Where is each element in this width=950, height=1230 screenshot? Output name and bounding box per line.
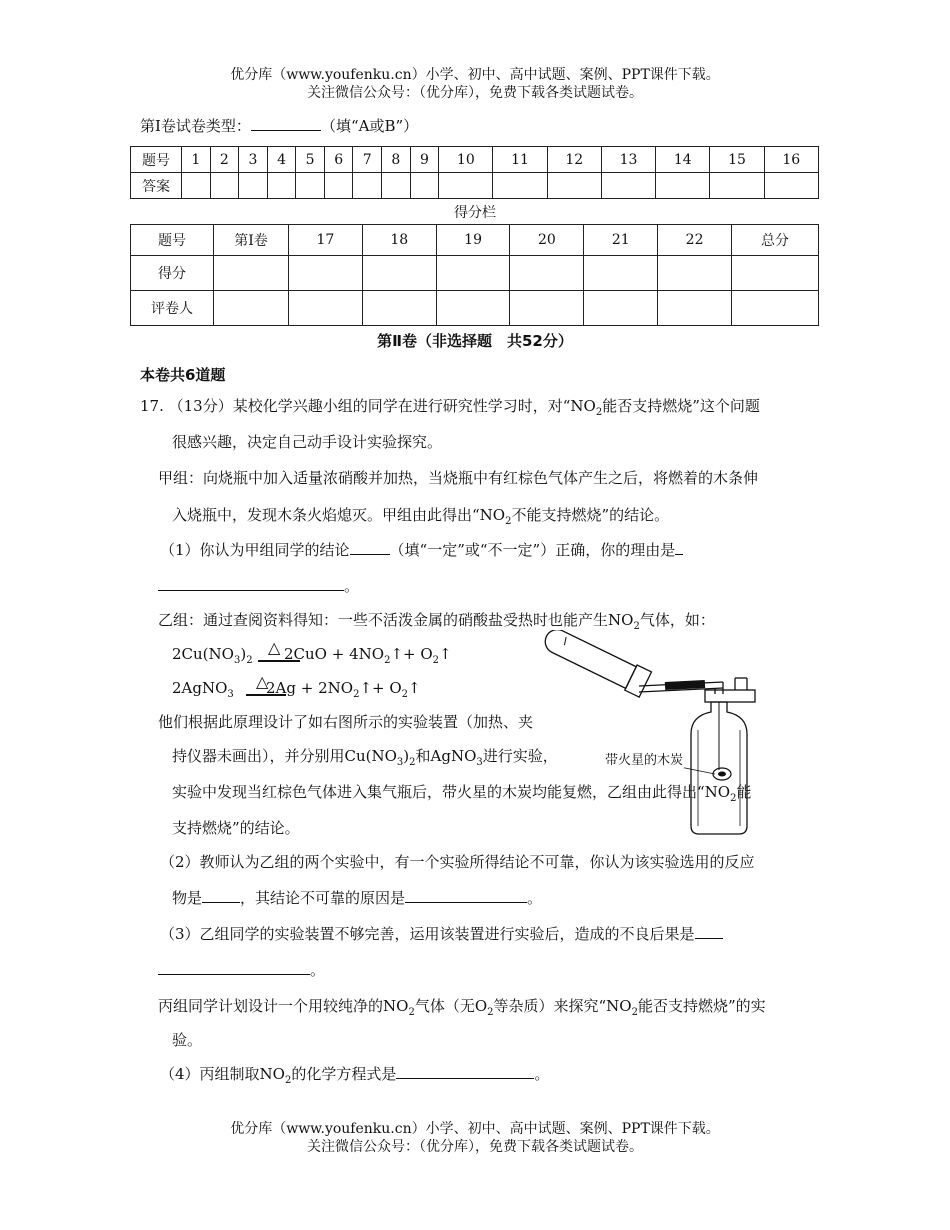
apparatus-figure [535, 630, 770, 840]
answer-blank[interactable] [396, 1064, 534, 1079]
delivery-tube [639, 680, 723, 694]
q17-text: 和AgNO [415, 747, 477, 765]
score-header-cell: 18 [362, 225, 436, 256]
score-table-title: 得分栏 [454, 205, 496, 221]
q17-line-3: 甲组：向烧瓶中加入适量浓硝酸并加热，当烧瓶中有红棕色气体产生之后，将燃着的木条伸 [158, 469, 759, 487]
paper-type-hint: （填“A或B”） [320, 117, 419, 135]
q17-text: ，其结论不可靠的原因是 [240, 889, 406, 907]
q17-text: 气体（无O [414, 997, 488, 1015]
q17-text: （4）丙组制取NO [160, 1065, 285, 1083]
answer-number-cell: 11 [493, 147, 547, 173]
score-header-cell: 21 [584, 225, 658, 256]
subscript: 2 [432, 655, 440, 666]
score-input-cell[interactable] [732, 256, 819, 291]
answer-input-cell[interactable] [656, 173, 710, 199]
answer-number-cell: 1 [182, 147, 211, 173]
answer-number-cell: 3 [239, 147, 268, 173]
subscript: 2 [353, 689, 360, 700]
outlet-tube [735, 678, 747, 690]
equation-1-products [284, 644, 452, 671]
q17-text: ) [240, 645, 247, 663]
answer-input-cell[interactable] [353, 173, 382, 199]
subscript: 3 [476, 757, 483, 768]
answer-input-cell[interactable] [324, 173, 353, 199]
q17-line-6: 他们根据此原理设计了如右图所示的实验装置（加热、夹 [158, 713, 534, 731]
score-row-label: 评卷人 [131, 291, 214, 326]
score-input-cell[interactable] [584, 256, 658, 291]
score-input-cell[interactable] [658, 256, 732, 291]
answer-input-cell[interactable] [601, 173, 655, 199]
answer-number-cell: 2 [210, 147, 239, 173]
subscript: 2 [409, 757, 416, 768]
answer-number-cell: 9 [410, 147, 439, 173]
q17-line-10 [158, 996, 766, 1023]
answer-blank[interactable] [158, 576, 344, 591]
q17-text: （1）你认为甲组同学的结论 [160, 541, 350, 559]
answer-number-cell: 4 [267, 147, 296, 173]
q17-part-1-cont [158, 576, 359, 596]
answer-input-cell[interactable] [547, 173, 601, 199]
subscript: 2 [505, 516, 512, 527]
score-input-cell[interactable] [658, 291, 732, 326]
answer-blank[interactable] [202, 888, 240, 903]
q17-text: 进行实验， [482, 747, 558, 765]
score-input-cell[interactable] [214, 256, 289, 291]
q17-text: 。 [534, 1065, 550, 1083]
answer-blank[interactable] [350, 540, 390, 555]
q17-part-1 [160, 540, 683, 560]
answer-input-cell[interactable] [382, 173, 411, 199]
score-header-cell: 题号 [131, 225, 214, 256]
score-input-cell[interactable] [362, 256, 436, 291]
score-input-cell[interactable] [510, 256, 584, 291]
answer-input-cell[interactable] [296, 173, 325, 199]
answer-input-cell[interactable] [267, 173, 296, 199]
q17-text: ↑+ O [359, 679, 402, 697]
q17-text: 能 [736, 783, 752, 801]
score-input-cell[interactable] [436, 291, 510, 326]
answer-input-cell[interactable] [764, 173, 818, 199]
answer-blank[interactable] [695, 924, 723, 939]
q17-part-3 [160, 924, 723, 944]
score-row-label: 得分 [131, 256, 214, 291]
score-input-cell[interactable] [214, 291, 289, 326]
answer-table-number-row [131, 147, 819, 173]
answer-input-cell[interactable] [439, 173, 493, 199]
score-header-cell: 19 [436, 225, 510, 256]
q17-text: 不能支持燃烧”的结论。 [511, 506, 670, 524]
q17-text: 。 [344, 577, 360, 595]
answer-number-cell: 12 [547, 147, 601, 173]
answer-input-cell[interactable] [210, 173, 239, 199]
section-title: 第Ⅱ卷（非选择题 共52分） [377, 332, 573, 350]
q17-text: ↑ [408, 679, 421, 697]
answer-number-cell: 14 [656, 147, 710, 173]
subscript: 3 [396, 757, 404, 768]
answer-number-cell: 6 [324, 147, 353, 173]
subscript: 2 [246, 655, 253, 666]
footer-line-2: 关注微信公众号：（优分库），免费下载各类试题试卷。 [307, 1139, 643, 1155]
test-tube [540, 630, 651, 697]
q17-line-11: 验。 [172, 1031, 203, 1049]
q17-text: 2Ag + 2NO [266, 679, 354, 697]
q17-text: 2CuO + 4NO [284, 645, 385, 663]
score-input-cell[interactable] [436, 256, 510, 291]
answer-blank[interactable] [158, 960, 310, 975]
score-input-cell[interactable] [289, 291, 363, 326]
answer-input-cell[interactable] [710, 173, 764, 199]
score-table-score-row [131, 256, 819, 291]
q17-text: 入烧瓶中，发现木条火焰熄灭。甲组由此得出“NO [172, 506, 506, 524]
q17-text: 持仪器未画出），并分别用Cu(NO [172, 747, 397, 765]
answer-number-cell: 7 [353, 147, 382, 173]
score-table-header-row [131, 225, 819, 256]
answer-table-answer-row [131, 173, 819, 199]
answer-input-cell[interactable] [239, 173, 268, 199]
q17-part-4 [160, 1064, 549, 1091]
q17-part-2-cont [172, 888, 542, 908]
figure-label: 带火星的木炭 [604, 749, 684, 768]
header-line-1: 优分库（www.youfenku.cn）小学、初中、高中试题、案例、PPT课件下载。 [230, 67, 720, 83]
answer-number-cell: 5 [296, 147, 325, 173]
q17-text: 丙组同学计划设计一个用较纯净的NO [158, 997, 409, 1015]
q17-line-7 [172, 746, 558, 773]
q17-text: 气体，如： [639, 611, 715, 629]
score-header-cell: 总分 [732, 225, 819, 256]
score-header-cell: 17 [289, 225, 363, 256]
subscript: 2 [284, 1075, 292, 1086]
section-subtitle: 本卷共6道题 [140, 366, 226, 384]
q17-text: 实验中发现当红棕色气体进入集气瓶后，带火星的木炭均能复燃，乙组由此得出“NO [172, 783, 731, 801]
subscript: 2 [487, 1007, 494, 1018]
subscript: 2 [730, 793, 737, 804]
answer-number-cell: 15 [710, 147, 764, 173]
score-input-cell[interactable] [584, 291, 658, 326]
subscript: 3 [227, 689, 234, 700]
subscript: 2 [384, 655, 391, 666]
score-header-cell: 22 [658, 225, 732, 256]
q17-text: ) [403, 747, 410, 765]
q17-text: 17. （13分）某校化学兴趣小组的同学在进行研究性学习时，对“NO [140, 397, 596, 415]
answer-number-cell: 8 [382, 147, 411, 173]
paper-type-blank[interactable] [251, 116, 321, 131]
q17-part-2: （2）教师认为乙组的两个实验中，有一个实验所得结论不可靠，你认为该实验选用的反应 [160, 853, 755, 871]
header-line-2: 关注微信公众号：（优分库），免费下载各类试题试卷。 [307, 85, 643, 101]
answer-number-cell: 16 [764, 147, 818, 173]
score-input-cell[interactable] [510, 291, 584, 326]
q17-text: 等杂质）来探究“NO [493, 997, 632, 1015]
q17-text: ↑ [439, 645, 452, 663]
score-table [130, 224, 819, 326]
equation-1 [172, 644, 253, 671]
q17-text: 2AgNO [172, 679, 228, 697]
q17-text: 能否支持燃烧”这个问题 [602, 397, 760, 415]
q17-part-3-cont [158, 960, 325, 980]
answer-number-cell: 10 [439, 147, 493, 173]
q17-text: ↑+ O [390, 645, 433, 663]
q17-line-4 [172, 505, 669, 532]
answer-table [130, 146, 819, 199]
subscript: 2 [631, 1007, 638, 1018]
q17-line-1 [140, 396, 760, 423]
answer-table-row-label: 题号 [131, 147, 182, 173]
stopper [705, 690, 755, 702]
q17-text: （3）乙组同学的实验装置不够完善，运用该装置进行实验后，造成的不良后果是 [160, 925, 695, 943]
q17-text: 物是 [172, 889, 203, 907]
q17-line-2: 很感兴趣，决定自己动手设计实验探究。 [172, 433, 443, 451]
score-header-cell: 20 [510, 225, 584, 256]
q17-text: 乙组：通过查阅资料得知：一些不活泼金属的硝酸盐受热时也能产生NO [158, 611, 634, 629]
q17-text: 能否支持燃烧”的实 [637, 997, 766, 1015]
score-table-grader-row [131, 291, 819, 326]
answer-blank[interactable] [405, 888, 527, 903]
answer-input-cell[interactable] [493, 173, 547, 199]
equation-2 [172, 678, 234, 705]
footer-line-1: 优分库（www.youfenku.cn）小学、初中、高中试题、案例、PPT课件下载。 [230, 1121, 720, 1137]
q17-line-9: 支持燃烧”的结论。 [172, 819, 300, 837]
answer-table-row-label: 答案 [131, 173, 182, 199]
score-header-cell: 第Ⅰ卷 [214, 225, 289, 256]
answer-number-cell: 13 [601, 147, 655, 173]
answer-input-cell[interactable] [410, 173, 439, 199]
heat-triangle-icon: △ [268, 638, 281, 657]
answer-input-cell[interactable] [182, 173, 211, 199]
q17-text: 的化学方程式是 [291, 1065, 397, 1083]
score-input-cell[interactable] [362, 291, 436, 326]
heat-triangle-icon: △ [256, 672, 269, 691]
equation-2-products [266, 678, 421, 705]
q17-text: （填“一定”或“不一定”）正确，你的理由是 [389, 541, 676, 559]
score-input-cell[interactable] [289, 256, 363, 291]
subscript: 2 [633, 621, 640, 632]
subscript: 2 [401, 689, 409, 700]
paper-type-line [140, 116, 418, 136]
subscript: 2 [595, 407, 603, 418]
subscript: 3 [233, 655, 241, 666]
q17-text: 2Cu(NO [172, 645, 234, 663]
paper-type-label: 第Ⅰ卷试卷类型： [140, 117, 251, 135]
answer-blank[interactable] [675, 540, 683, 555]
subscript: 2 [408, 1007, 415, 1018]
q17-text: 。 [310, 961, 326, 979]
score-input-cell[interactable] [732, 291, 819, 326]
q17-text: 。 [527, 889, 543, 907]
